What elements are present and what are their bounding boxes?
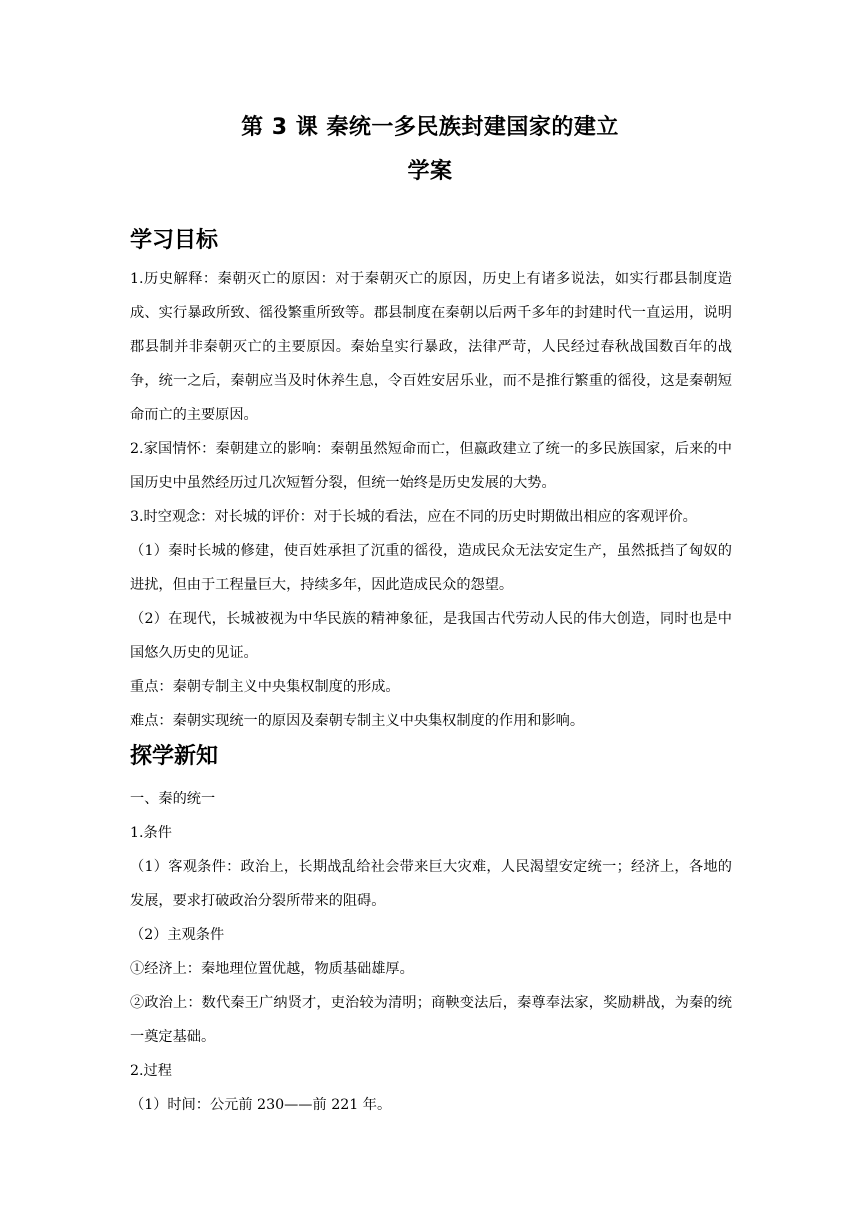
- key-point: 重点：秦朝专制主义中央集权制度的形成。: [130, 679, 400, 695]
- paragraph: 3.时空观念：对长城的评价：对于长城的看法，应在不同的历史时期做出相应的客观评价。: [130, 509, 697, 525]
- section-heading-objectives: 学习目标: [130, 228, 219, 253]
- paragraph: 1.条件: [130, 825, 172, 841]
- paragraph: ②政治上：数代秦王广纳贤才，吏治较为清明；商鞅变法后，秦尊奉法家，奖励耕战，为秦的统一奠定基础。: [130, 995, 732, 1045]
- paragraph: 一、秦的统一: [130, 791, 216, 807]
- objectives-body: [130, 262, 732, 738]
- document-title: 第 3 课 秦统一多民族封建国家的建立: [241, 115, 619, 140]
- paragraph: 2.家国情怀：秦朝建立的影响：秦朝虽然短命而亡，但嬴政建立了统一的多民族国家，后来的中国历史中虽然经历过几次短暂分裂，但统一始终是历史发展的大势。: [130, 441, 732, 491]
- paragraph: 1.历史解释：秦朝灭亡的原因：对于秦朝灭亡的原因，历史上有诸多说法，如实行郡县制度造成、实行暴政所致、徭役繁重所致等。郡县制度在秦朝以后两千多年的封建时代一直运用，说明郡县制并非秦朝灭亡的主要原因。秦始皇实行暴政，法律严苛，人民经过春秋战国数百年的战争，统一之后，秦朝应当及时休养生息，令百姓安居乐业，而不是推行繁重的徭役，这是秦朝短命而亡的主要原因。: [130, 271, 732, 423]
- paragraph: （1）秦时长城的修建，使百姓承担了沉重的徭役，造成民众无法安定生产，虽然抵挡了匈奴的进扰，但由于工程量巨大，持续多年，因此造成民众的怨望。: [130, 543, 732, 593]
- difficult-point: 难点：秦朝实现统一的原因及秦朝专制主义中央集权制度的作用和影响。: [130, 713, 585, 729]
- paragraph: （1）客观条件：政治上，长期战乱给社会带来巨大灾难，人民渴望安定统一；经济上，各地的发展，要求打破政治分裂所带来的阻碍。: [130, 859, 732, 909]
- section-heading-new-knowledge: 探学新知: [130, 744, 219, 769]
- document-subtitle: 学案: [407, 159, 453, 184]
- paragraph: （2）主观条件: [130, 927, 225, 943]
- paragraph: ①经济上：秦地理位置优越，物质基础雄厚。: [130, 961, 414, 977]
- paragraph: 2.过程: [130, 1063, 172, 1079]
- paragraph: （2）在现代，长城被视为中华民族的精神象征，是我国古代劳动人民的伟大创造，同时也是中国悠久历史的见证。: [130, 611, 732, 661]
- new-knowledge-body: [130, 782, 732, 1122]
- paragraph: （1）时间：公元前 230——前 221 年。: [130, 1097, 392, 1113]
